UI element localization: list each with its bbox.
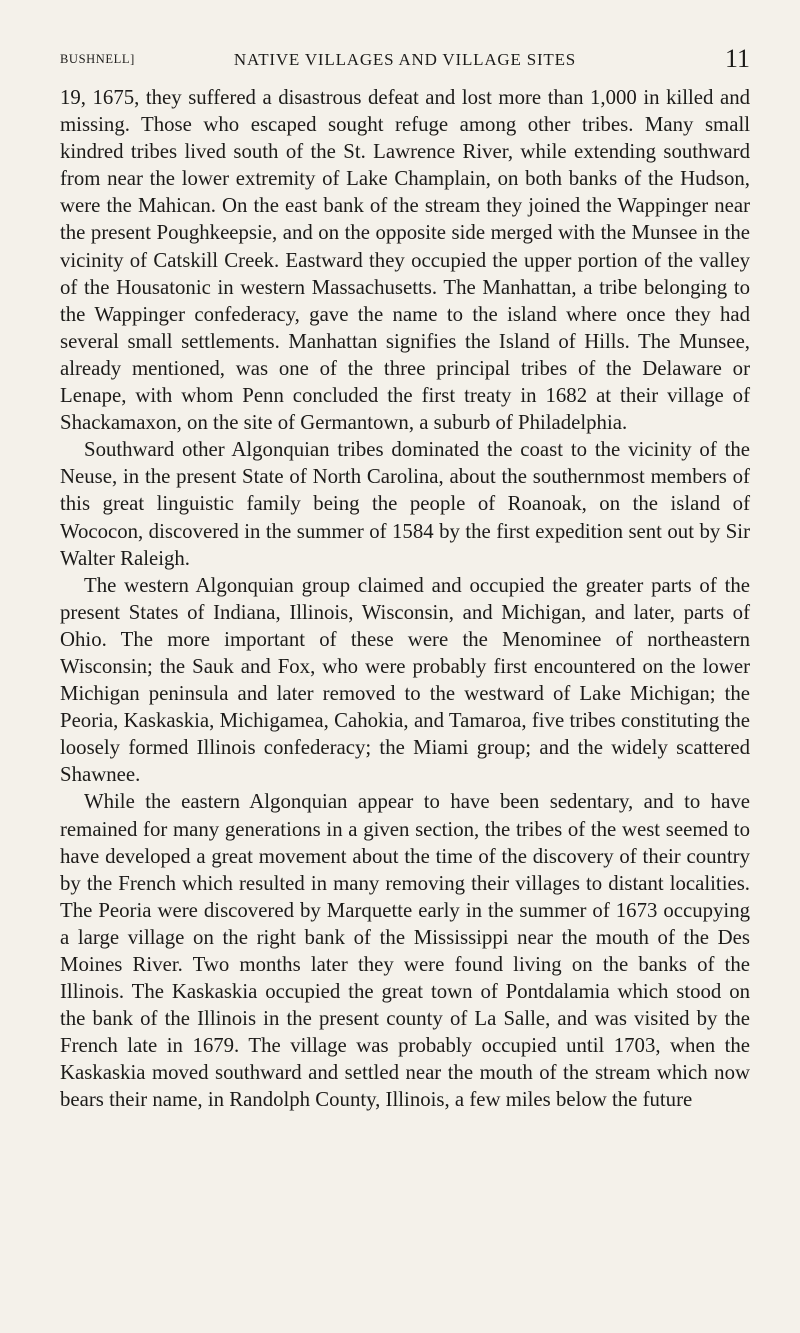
page-number: 11 bbox=[724, 44, 750, 73]
paragraph: The western Algonquian group claimed and occupied the greater parts of the present States of Indiana, Illinois, Wisconsin, and Michigan, and later, parts of Ohio. The more important of these were the Menominee of northeastern Wisconsin; the Sauk and Fox, who were probably first encountered on the lower Michigan peninsula and later removed to the westward of Lake Michigan; the Peoria, Kaskaskia, Michigamea, Cahokia, and Tamaroa, five tribes constituting the loosely formed Illinois confederacy; the Miami group; and the widely scattered Shawnee. bbox=[60, 573, 750, 787]
running-head-author: BUSHNELL] bbox=[60, 52, 135, 66]
running-head bbox=[60, 46, 750, 76]
running-head-title: NATIVE VILLAGES AND VILLAGE SITES bbox=[233, 50, 577, 69]
body-text bbox=[60, 84, 750, 1114]
paragraph: Southward other Algonquian tribes dominated the coast to the vicinity of the Neuse, in the present State of North Carolina, about the southernmost members of this great linguistic family being the people of Roanoak, on the island of Wococon, discovered in the summer of 1584 by the first expedition sent out by Sir Walter Raleigh. bbox=[60, 438, 750, 570]
paragraph-continued: 19, 1675, they suffered a disastrous defeat and lost more than 1,000 in killed and missing. Those who escaped sought refuge among other tribes. Many small kindred tribes lived south of the St. Lawrence River, while extending southward from near the lower extremity of Lake Champlain, on both banks of the Hudson, were the Mahican. On the east bank of the stream they joined the Wappinger near the present Poughkeepsie, and on the opposite side merged with the Munsee in the vicinity of Catskill Creek. Eastward they occupied the upper portion of the valley of the Housatonic in western Massachusetts. The Manhattan, a tribe belonging to the Wappinger confederacy, gave the name to the island where once they had several small settlements. Manhattan signifies the Island of Hills. The Munsee, already mentioned, was one of the three principal tribes of the Delaware or Lenape, with whom Penn concluded the first treaty in 1682 at their village of Shackamaxon, on the site of Germantown, a suburb of Philadelphia. bbox=[60, 86, 750, 435]
paragraph: While the eastern Algonquian appear to have been sedentary, and to have remained for many generations in a given section, the tribes of the west seemed to have developed a great movement about the time of the discovery of their country by the French which resulted in many removing their villages to distant localities. The Peoria were discovered by Marquette early in the summer of 1673 occupying a large village on the right bank of the Mississippi near the mouth of the Des Moines River. Two months later they were found living on the banks of the Illinois. The Kaskaskia occupied the great town of Pontdalamia which stood on the bank of the Illinois in the present county of La Salle, and was visited by the French late in 1679. The village was probably occupied until 1703, when the Kaskaskia moved southward and settled near the mouth of the stream which now bears their name, in Randolph County, Illinois, a few miles below the future bbox=[60, 790, 750, 1112]
